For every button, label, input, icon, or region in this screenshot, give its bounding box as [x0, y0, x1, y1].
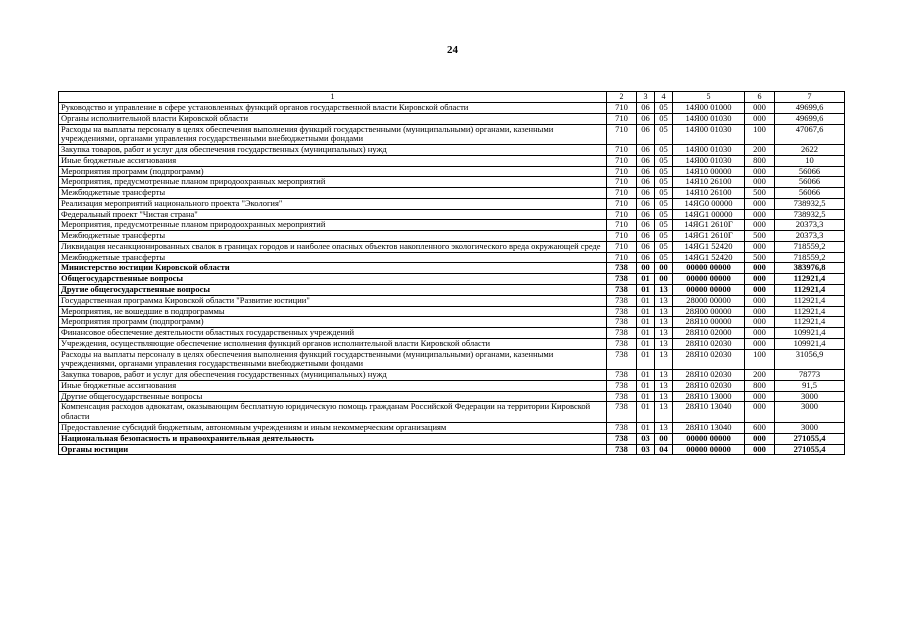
- row-subsection-code: 05: [655, 188, 673, 199]
- row-name: Мероприятия, не вошедшие в подпрограммы: [59, 306, 607, 317]
- table-row: [59, 402, 845, 423]
- row-section-code: 01: [637, 338, 655, 349]
- budget-table: [58, 91, 845, 455]
- row-subsection-code: 05: [655, 198, 673, 209]
- row-section-code: 01: [637, 274, 655, 285]
- row-subsection-code: 13: [655, 391, 673, 402]
- table-row: [59, 306, 845, 317]
- row-section-code: 06: [637, 113, 655, 124]
- row-target-code: 28Я10 13040: [673, 422, 745, 433]
- row-expense-type: 000: [745, 220, 775, 231]
- row-ministry-code: 738: [607, 433, 637, 444]
- row-subsection-code: 05: [655, 220, 673, 231]
- table-row: [59, 231, 845, 242]
- row-target-code: 28Я10 02000: [673, 328, 745, 339]
- row-expense-type: 000: [745, 391, 775, 402]
- row-section-code: 06: [637, 198, 655, 209]
- row-target-code: 14ЯG1 2610Г: [673, 231, 745, 242]
- row-expense-type: 000: [745, 317, 775, 328]
- row-subsection-code: 05: [655, 241, 673, 252]
- row-amount: 49699,6: [775, 103, 845, 114]
- row-ministry-code: 710: [607, 252, 637, 263]
- table-row: [59, 433, 845, 444]
- table-row: [59, 422, 845, 433]
- row-expense-type: 000: [745, 198, 775, 209]
- row-amount: 738932,5: [775, 198, 845, 209]
- row-name: Учреждения, осуществляющие обеспечение исполнения функций органов исполнительной власти Кировской области: [59, 338, 607, 349]
- row-section-code: 01: [637, 349, 655, 370]
- row-name: Мероприятия программ (подпрограмм): [59, 166, 607, 177]
- row-ministry-code: 738: [607, 349, 637, 370]
- row-name: Национальная безопасность и правоохранительная деятельность: [59, 433, 607, 444]
- row-amount: 78773: [775, 370, 845, 381]
- table-row: [59, 166, 845, 177]
- table-row: [59, 241, 845, 252]
- table-row: [59, 220, 845, 231]
- row-amount: 47067,6: [775, 124, 845, 145]
- row-name: Мероприятия, предусмотренные планом природоохранных мероприятий: [59, 177, 607, 188]
- row-subsection-code: 13: [655, 328, 673, 339]
- row-amount: 383976,8: [775, 263, 845, 274]
- row-section-code: 00: [637, 263, 655, 274]
- table-body: [59, 103, 845, 455]
- row-ministry-code: 738: [607, 402, 637, 423]
- row-subsection-code: 05: [655, 209, 673, 220]
- row-section-code: 01: [637, 402, 655, 423]
- row-expense-type: 000: [745, 113, 775, 124]
- row-target-code: 28Я00 00000: [673, 306, 745, 317]
- row-name: Расходы на выплаты персоналу в целях обеспечения выполнения функций государственными (муниципальными) органами, казенными учреждениями, органами управления государственными внебюджетными фондами: [59, 124, 607, 145]
- row-section-code: 01: [637, 306, 655, 317]
- row-expense-type: 000: [745, 241, 775, 252]
- row-expense-type: 000: [745, 166, 775, 177]
- row-expense-type: 500: [745, 252, 775, 263]
- header-cell: 1: [59, 92, 607, 103]
- row-ministry-code: 738: [607, 391, 637, 402]
- row-target-code: 28Я10 13000: [673, 391, 745, 402]
- row-section-code: 06: [637, 252, 655, 263]
- row-section-code: 06: [637, 188, 655, 199]
- table-row: [59, 391, 845, 402]
- page-number: 24: [447, 44, 458, 56]
- table-row: [59, 209, 845, 220]
- row-ministry-code: 738: [607, 444, 637, 455]
- row-amount: 20373,3: [775, 231, 845, 242]
- row-expense-type: 200: [745, 145, 775, 156]
- table-row: [59, 113, 845, 124]
- row-amount: 2622: [775, 145, 845, 156]
- row-name: Предоставление субсидий бюджетным, автономным учреждениям и иным некоммерческим организациям: [59, 422, 607, 433]
- table-row: [59, 188, 845, 199]
- row-target-code: 14Я10 00000: [673, 166, 745, 177]
- table-row: [59, 124, 845, 145]
- header-cell: 4: [655, 92, 673, 103]
- row-target-code: 00000 00000: [673, 263, 745, 274]
- header-cell: 6: [745, 92, 775, 103]
- row-ministry-code: 738: [607, 338, 637, 349]
- row-amount: 56066: [775, 166, 845, 177]
- row-expense-type: 100: [745, 124, 775, 145]
- row-section-code: 01: [637, 317, 655, 328]
- table-row: [59, 274, 845, 285]
- row-section-code: 01: [637, 422, 655, 433]
- row-section-code: 06: [637, 155, 655, 166]
- row-name: Государственная программа Кировской области "Развитие юстиции": [59, 295, 607, 306]
- row-subsection-code: 13: [655, 380, 673, 391]
- row-target-code: 14Я00 01030: [673, 113, 745, 124]
- row-amount: 3000: [775, 422, 845, 433]
- row-target-code: 14Я10 26100: [673, 177, 745, 188]
- row-name: Министерство юстиции Кировской области: [59, 263, 607, 274]
- row-amount: 112921,4: [775, 274, 845, 285]
- row-amount: 3000: [775, 402, 845, 423]
- table-row: [59, 145, 845, 156]
- row-target-code: 14ЯG0 00000: [673, 198, 745, 209]
- row-subsection-code: 13: [655, 285, 673, 296]
- row-section-code: 01: [637, 295, 655, 306]
- row-subsection-code: 05: [655, 231, 673, 242]
- row-ministry-code: 738: [607, 380, 637, 391]
- row-ministry-code: 738: [607, 370, 637, 381]
- table-row: [59, 155, 845, 166]
- table-row: [59, 444, 845, 455]
- row-subsection-code: 05: [655, 145, 673, 156]
- row-section-code: 03: [637, 444, 655, 455]
- row-name: Финансовое обеспечение деятельности областных государственных учреждений: [59, 328, 607, 339]
- row-name: Руководство и управление в сфере установленных функций органов государственной власти Кировской области: [59, 103, 607, 114]
- row-ministry-code: 710: [607, 209, 637, 220]
- table-row: [59, 263, 845, 274]
- row-ministry-code: 738: [607, 317, 637, 328]
- row-amount: 112921,4: [775, 306, 845, 317]
- row-expense-type: 200: [745, 370, 775, 381]
- row-section-code: 06: [637, 124, 655, 145]
- row-section-code: 06: [637, 231, 655, 242]
- row-subsection-code: 13: [655, 370, 673, 381]
- row-amount: 109921,4: [775, 328, 845, 339]
- row-name: Мероприятия, предусмотренные планом природоохранных мероприятий: [59, 220, 607, 231]
- row-expense-type: 000: [745, 295, 775, 306]
- row-ministry-code: 738: [607, 263, 637, 274]
- table-row: [59, 349, 845, 370]
- row-name: Компенсация расходов адвокатам, оказывающим бесплатную юридическую помощь гражданам Российской Федерации на территории Кировской области: [59, 402, 607, 423]
- row-target-code: 14Я00 01000: [673, 103, 745, 114]
- row-expense-type: 000: [745, 263, 775, 274]
- row-amount: 49699,6: [775, 113, 845, 124]
- row-ministry-code: 710: [607, 220, 637, 231]
- row-amount: 112921,4: [775, 285, 845, 296]
- row-expense-type: 800: [745, 155, 775, 166]
- row-amount: 738932,5: [775, 209, 845, 220]
- row-subsection-code: 05: [655, 166, 673, 177]
- row-amount: 3000: [775, 391, 845, 402]
- row-target-code: 28Я10 13040: [673, 402, 745, 423]
- row-ministry-code: 710: [607, 124, 637, 145]
- row-target-code: 00000 00000: [673, 444, 745, 455]
- row-ministry-code: 710: [607, 188, 637, 199]
- table-row: [59, 338, 845, 349]
- row-expense-type: 000: [745, 328, 775, 339]
- row-expense-type: 000: [745, 306, 775, 317]
- row-name: Закупка товаров, работ и услуг для обеспечения государственных (муниципальных) нужд: [59, 145, 607, 156]
- row-name: Федеральный проект "Чистая страна": [59, 209, 607, 220]
- row-name: Органы исполнительной власти Кировской области: [59, 113, 607, 124]
- row-ministry-code: 710: [607, 231, 637, 242]
- row-target-code: 14Я00 01030: [673, 145, 745, 156]
- table-row: [59, 252, 845, 263]
- row-subsection-code: 00: [655, 433, 673, 444]
- header-cell: 7: [775, 92, 845, 103]
- row-section-code: 01: [637, 370, 655, 381]
- row-target-code: 14ЯG1 00000: [673, 209, 745, 220]
- row-ministry-code: 710: [607, 241, 637, 252]
- row-target-code: 14Я00 01030: [673, 124, 745, 145]
- row-amount: 112921,4: [775, 295, 845, 306]
- row-ministry-code: 710: [607, 166, 637, 177]
- row-target-code: 28000 00000: [673, 295, 745, 306]
- row-target-code: 00000 00000: [673, 433, 745, 444]
- row-subsection-code: 05: [655, 252, 673, 263]
- row-name: Межбюджетные трансферты: [59, 231, 607, 242]
- row-expense-type: 100: [745, 349, 775, 370]
- row-amount: 718559,2: [775, 241, 845, 252]
- row-amount: 56066: [775, 177, 845, 188]
- row-target-code: 14Я00 01030: [673, 155, 745, 166]
- row-amount: 271055,4: [775, 444, 845, 455]
- row-ministry-code: 710: [607, 103, 637, 114]
- row-subsection-code: 13: [655, 349, 673, 370]
- table-row: [59, 328, 845, 339]
- row-expense-type: 000: [745, 177, 775, 188]
- header-row: [59, 92, 845, 103]
- row-name: Общегосударственные вопросы: [59, 274, 607, 285]
- row-subsection-code: 05: [655, 177, 673, 188]
- header-cell: 3: [637, 92, 655, 103]
- header-cell: 2: [607, 92, 637, 103]
- row-subsection-code: 05: [655, 113, 673, 124]
- row-target-code: 28Я10 02030: [673, 338, 745, 349]
- table-row: [59, 177, 845, 188]
- row-section-code: 01: [637, 391, 655, 402]
- row-subsection-code: 13: [655, 306, 673, 317]
- row-expense-type: 500: [745, 231, 775, 242]
- row-target-code: 28Я10 02030: [673, 349, 745, 370]
- row-target-code: 14ЯG1 52420: [673, 252, 745, 263]
- row-subsection-code: 00: [655, 263, 673, 274]
- row-name: Межбюджетные трансферты: [59, 188, 607, 199]
- row-name: Иные бюджетные ассигнования: [59, 380, 607, 391]
- row-section-code: 06: [637, 145, 655, 156]
- row-amount: 718559,2: [775, 252, 845, 263]
- row-section-code: 01: [637, 328, 655, 339]
- row-expense-type: 800: [745, 380, 775, 391]
- row-amount: 271055,4: [775, 433, 845, 444]
- row-amount: 109921,4: [775, 338, 845, 349]
- row-expense-type: 000: [745, 433, 775, 444]
- row-ministry-code: 738: [607, 285, 637, 296]
- row-section-code: 06: [637, 103, 655, 114]
- table-row: [59, 380, 845, 391]
- row-target-code: 14ЯG1 2610Г: [673, 220, 745, 231]
- row-name: Другие общегосударственные вопросы: [59, 391, 607, 402]
- row-target-code: 28Я10 02030: [673, 370, 745, 381]
- row-amount: 91,5: [775, 380, 845, 391]
- row-expense-type: 000: [745, 402, 775, 423]
- row-target-code: 14Я10 26100: [673, 188, 745, 199]
- row-amount: 10: [775, 155, 845, 166]
- row-expense-type: 000: [745, 209, 775, 220]
- row-section-code: 06: [637, 220, 655, 231]
- row-section-code: 06: [637, 177, 655, 188]
- row-amount: 56066: [775, 188, 845, 199]
- row-target-code: 00000 00000: [673, 285, 745, 296]
- row-name: Иные бюджетные ассигнования: [59, 155, 607, 166]
- row-expense-type: 600: [745, 422, 775, 433]
- row-ministry-code: 738: [607, 328, 637, 339]
- row-name: Органы юстиции: [59, 444, 607, 455]
- row-name: Закупка товаров, работ и услуг для обеспечения государственных (муниципальных) нужд: [59, 370, 607, 381]
- row-expense-type: 000: [745, 444, 775, 455]
- row-ministry-code: 710: [607, 155, 637, 166]
- row-ministry-code: 738: [607, 295, 637, 306]
- row-name: Реализация мероприятий национального проекта "Экология": [59, 198, 607, 209]
- table-row: [59, 370, 845, 381]
- row-target-code: 28Я10 00000: [673, 317, 745, 328]
- row-amount: 20373,3: [775, 220, 845, 231]
- row-section-code: 01: [637, 380, 655, 391]
- row-section-code: 06: [637, 241, 655, 252]
- row-subsection-code: 04: [655, 444, 673, 455]
- row-name: Мероприятия программ (подпрограмм): [59, 317, 607, 328]
- row-section-code: 03: [637, 433, 655, 444]
- row-subsection-code: 13: [655, 338, 673, 349]
- row-ministry-code: 738: [607, 306, 637, 317]
- row-name: Ликвидация несанкционированных свалок в границах городов и наиболее опасных объектов накопленного экологического вреда окружающей среде: [59, 241, 607, 252]
- row-amount: 112921,4: [775, 317, 845, 328]
- row-name: Другие общегосударственные вопросы: [59, 285, 607, 296]
- row-ministry-code: 738: [607, 274, 637, 285]
- row-ministry-code: 710: [607, 113, 637, 124]
- row-section-code: 06: [637, 166, 655, 177]
- row-ministry-code: 710: [607, 198, 637, 209]
- row-expense-type: 000: [745, 285, 775, 296]
- row-target-code: 28Я10 02030: [673, 380, 745, 391]
- row-subsection-code: 05: [655, 124, 673, 145]
- row-ministry-code: 710: [607, 145, 637, 156]
- row-subsection-code: 13: [655, 317, 673, 328]
- table-row: [59, 317, 845, 328]
- row-expense-type: 000: [745, 103, 775, 114]
- row-section-code: 01: [637, 285, 655, 296]
- row-expense-type: 000: [745, 274, 775, 285]
- header-cell: 5: [673, 92, 745, 103]
- row-name: Межбюджетные трансферты: [59, 252, 607, 263]
- row-subsection-code: 13: [655, 402, 673, 423]
- row-subsection-code: 05: [655, 103, 673, 114]
- table-row: [59, 103, 845, 114]
- row-ministry-code: 710: [607, 177, 637, 188]
- row-name: Расходы на выплаты персоналу в целях обеспечения выполнения функций государственными (муниципальными) органами, казенными учреждениями, органами управления государственными внебюджетными фондами: [59, 349, 607, 370]
- row-subsection-code: 00: [655, 274, 673, 285]
- row-subsection-code: 13: [655, 295, 673, 306]
- row-subsection-code: 05: [655, 155, 673, 166]
- table-row: [59, 285, 845, 296]
- table-row: [59, 198, 845, 209]
- row-expense-type: 000: [745, 338, 775, 349]
- table-row: [59, 295, 845, 306]
- row-ministry-code: 738: [607, 422, 637, 433]
- row-target-code: 14ЯG1 52420: [673, 241, 745, 252]
- row-expense-type: 500: [745, 188, 775, 199]
- row-subsection-code: 13: [655, 422, 673, 433]
- row-amount: 31056,9: [775, 349, 845, 370]
- row-target-code: 00000 00000: [673, 274, 745, 285]
- row-section-code: 06: [637, 209, 655, 220]
